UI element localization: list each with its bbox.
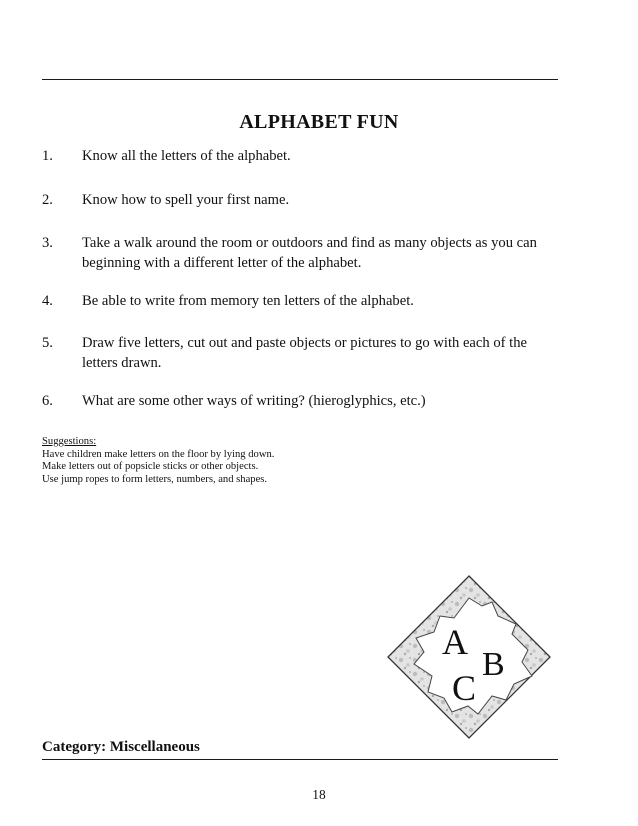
- item-text: Draw five letters, cut out and paste objects or pictures to go with each of the letters drawn.: [82, 335, 527, 371]
- item-text: What are some other ways of writing? (hieroglyphics, etc.): [82, 393, 426, 409]
- bottom-rule: [42, 759, 558, 760]
- suggestions-heading: Suggestions:: [42, 436, 97, 447]
- page-number: 18: [312, 787, 326, 802]
- letter-a: A: [442, 622, 468, 662]
- letter-c: C: [452, 668, 477, 708]
- suggestion-line: Use jump ropes to form letters, numbers, and shapes.: [42, 473, 268, 485]
- category-label: Category: Miscellaneous: [42, 739, 200, 755]
- item-text: Know all the letters of the alphabet.: [82, 148, 291, 164]
- suggestion-line: Have children make letters on the floor by lying down.: [42, 448, 275, 460]
- item-number: 6.: [42, 393, 53, 409]
- item-text: Be able to write from memory ten letters of the alphabet.: [82, 293, 414, 309]
- item-text: Know how to spell your first name.: [82, 192, 290, 208]
- item-number: 4.: [42, 293, 53, 309]
- top-rule: [42, 79, 558, 80]
- suggestion-line: Make letters out of popsicle sticks or other objects.: [42, 461, 259, 472]
- item-number: 1.: [42, 148, 53, 164]
- abc-block-graphic: [384, 572, 554, 742]
- suggestions-block: [42, 436, 442, 486]
- page-title: ALPHABET FUN: [239, 111, 399, 133]
- item-number: 3.: [42, 235, 53, 251]
- item-text: Take a walk around the room or outdoors and find as many objects as you can beginning with a different letter of the alphabet.: [82, 235, 537, 271]
- item-number: 5.: [42, 335, 53, 351]
- item-number: 2.: [42, 192, 53, 208]
- abc-block-illustration: [384, 572, 554, 742]
- letter-b: B: [482, 646, 505, 683]
